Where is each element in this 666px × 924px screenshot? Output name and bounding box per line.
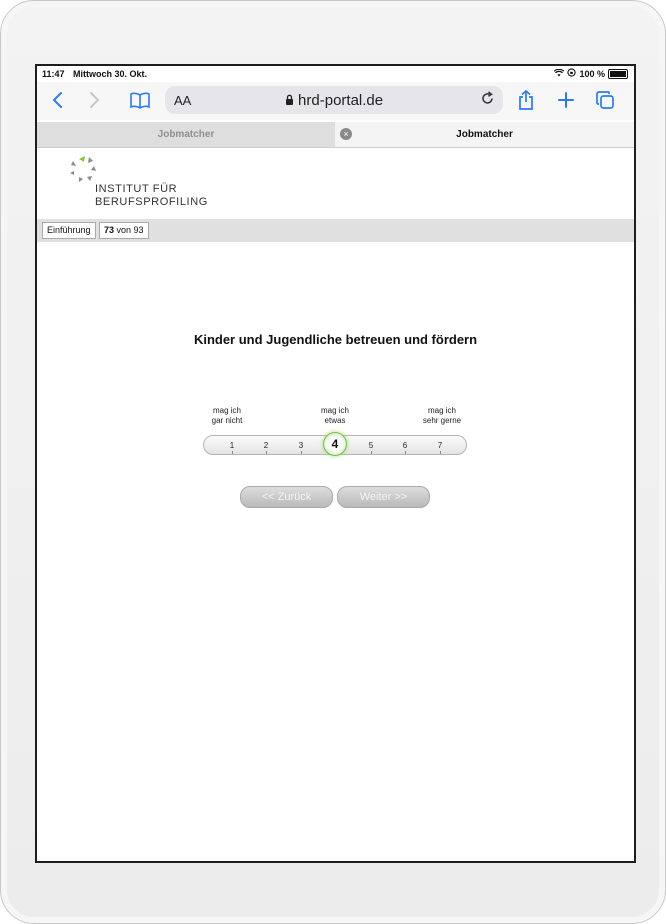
current-question: 73 [104,225,115,235]
tick-mark [440,451,441,454]
status-right [554,68,628,79]
tick-mark [371,451,372,454]
bookmarks-icon[interactable] [129,89,151,111]
text-size-button[interactable]: AA [174,93,192,108]
tick-mark [405,451,406,454]
scale-label-right-1: mag ich [427,406,456,415]
intro-button[interactable]: Einführung [42,222,96,239]
brand-line-1: INSTITUT FÜR [95,183,178,195]
screen [35,64,636,863]
tick-mark [301,451,302,454]
url-text[interactable] [165,92,503,109]
tick-mark [266,451,267,454]
progress-bar [37,219,634,242]
scale-label-left-1: mag ich [212,406,241,415]
wifi-icon [554,69,564,79]
scale-option-5[interactable]: 5 [368,441,374,450]
lock-icon [285,92,298,109]
share-icon[interactable] [517,89,535,111]
brand-line-2: BERUFSPROFILING [95,196,208,208]
scale-option-1[interactable]: 1 [229,441,235,450]
back-icon[interactable] [51,89,63,111]
scale-label-right-2: sehr gerne [422,416,462,425]
institute-brand [95,183,208,209]
battery-icon [608,69,628,79]
browser-toolbar [37,82,634,120]
forward-icon[interactable] [89,89,101,111]
web-page [37,148,634,861]
close-tab-icon[interactable]: × [340,128,352,140]
scale-label-mid [305,406,365,426]
scale-label-mid-2: etwas [324,416,346,425]
status-date: Mittwoch 30. Okt. [73,69,148,79]
scale-option-6[interactable]: 6 [402,441,408,450]
orientation-lock-icon [567,68,576,79]
status-bar [37,66,634,82]
scale-label-left [197,406,257,426]
tab-jobmatcher-1[interactable]: Jobmatcher [37,122,335,147]
tick-mark [232,451,233,454]
selected-rating[interactable]: 4 [323,432,347,456]
tab-overview-icon[interactable] [595,89,615,111]
reload-icon[interactable] [480,91,495,110]
scale-label-left-2: gar nicht [211,416,243,425]
question-text: Kinder und Jugendliche betreuen und fördern [193,332,478,347]
total-questions: von 93 [116,225,144,235]
back-button[interactable]: << Zurück [240,486,333,508]
scale-label-mid-1: mag ich [320,406,349,415]
url-label: hrd-portal.de [298,92,384,109]
address-bar[interactable] [165,86,503,114]
battery-percent: 100 % [579,68,605,79]
status-time: 11:47 [42,69,65,79]
scale-option-3[interactable]: 3 [298,441,304,450]
question-counter [99,222,149,239]
scale-option-7[interactable]: 7 [437,441,443,450]
new-tab-icon[interactable] [557,89,575,111]
tab-bar [37,122,634,148]
scale-label-right [407,406,477,426]
tab-jobmatcher-2[interactable]: Jobmatcher [335,122,634,147]
next-button[interactable]: Weiter >> [337,486,430,508]
scale-option-2[interactable]: 2 [263,441,269,450]
